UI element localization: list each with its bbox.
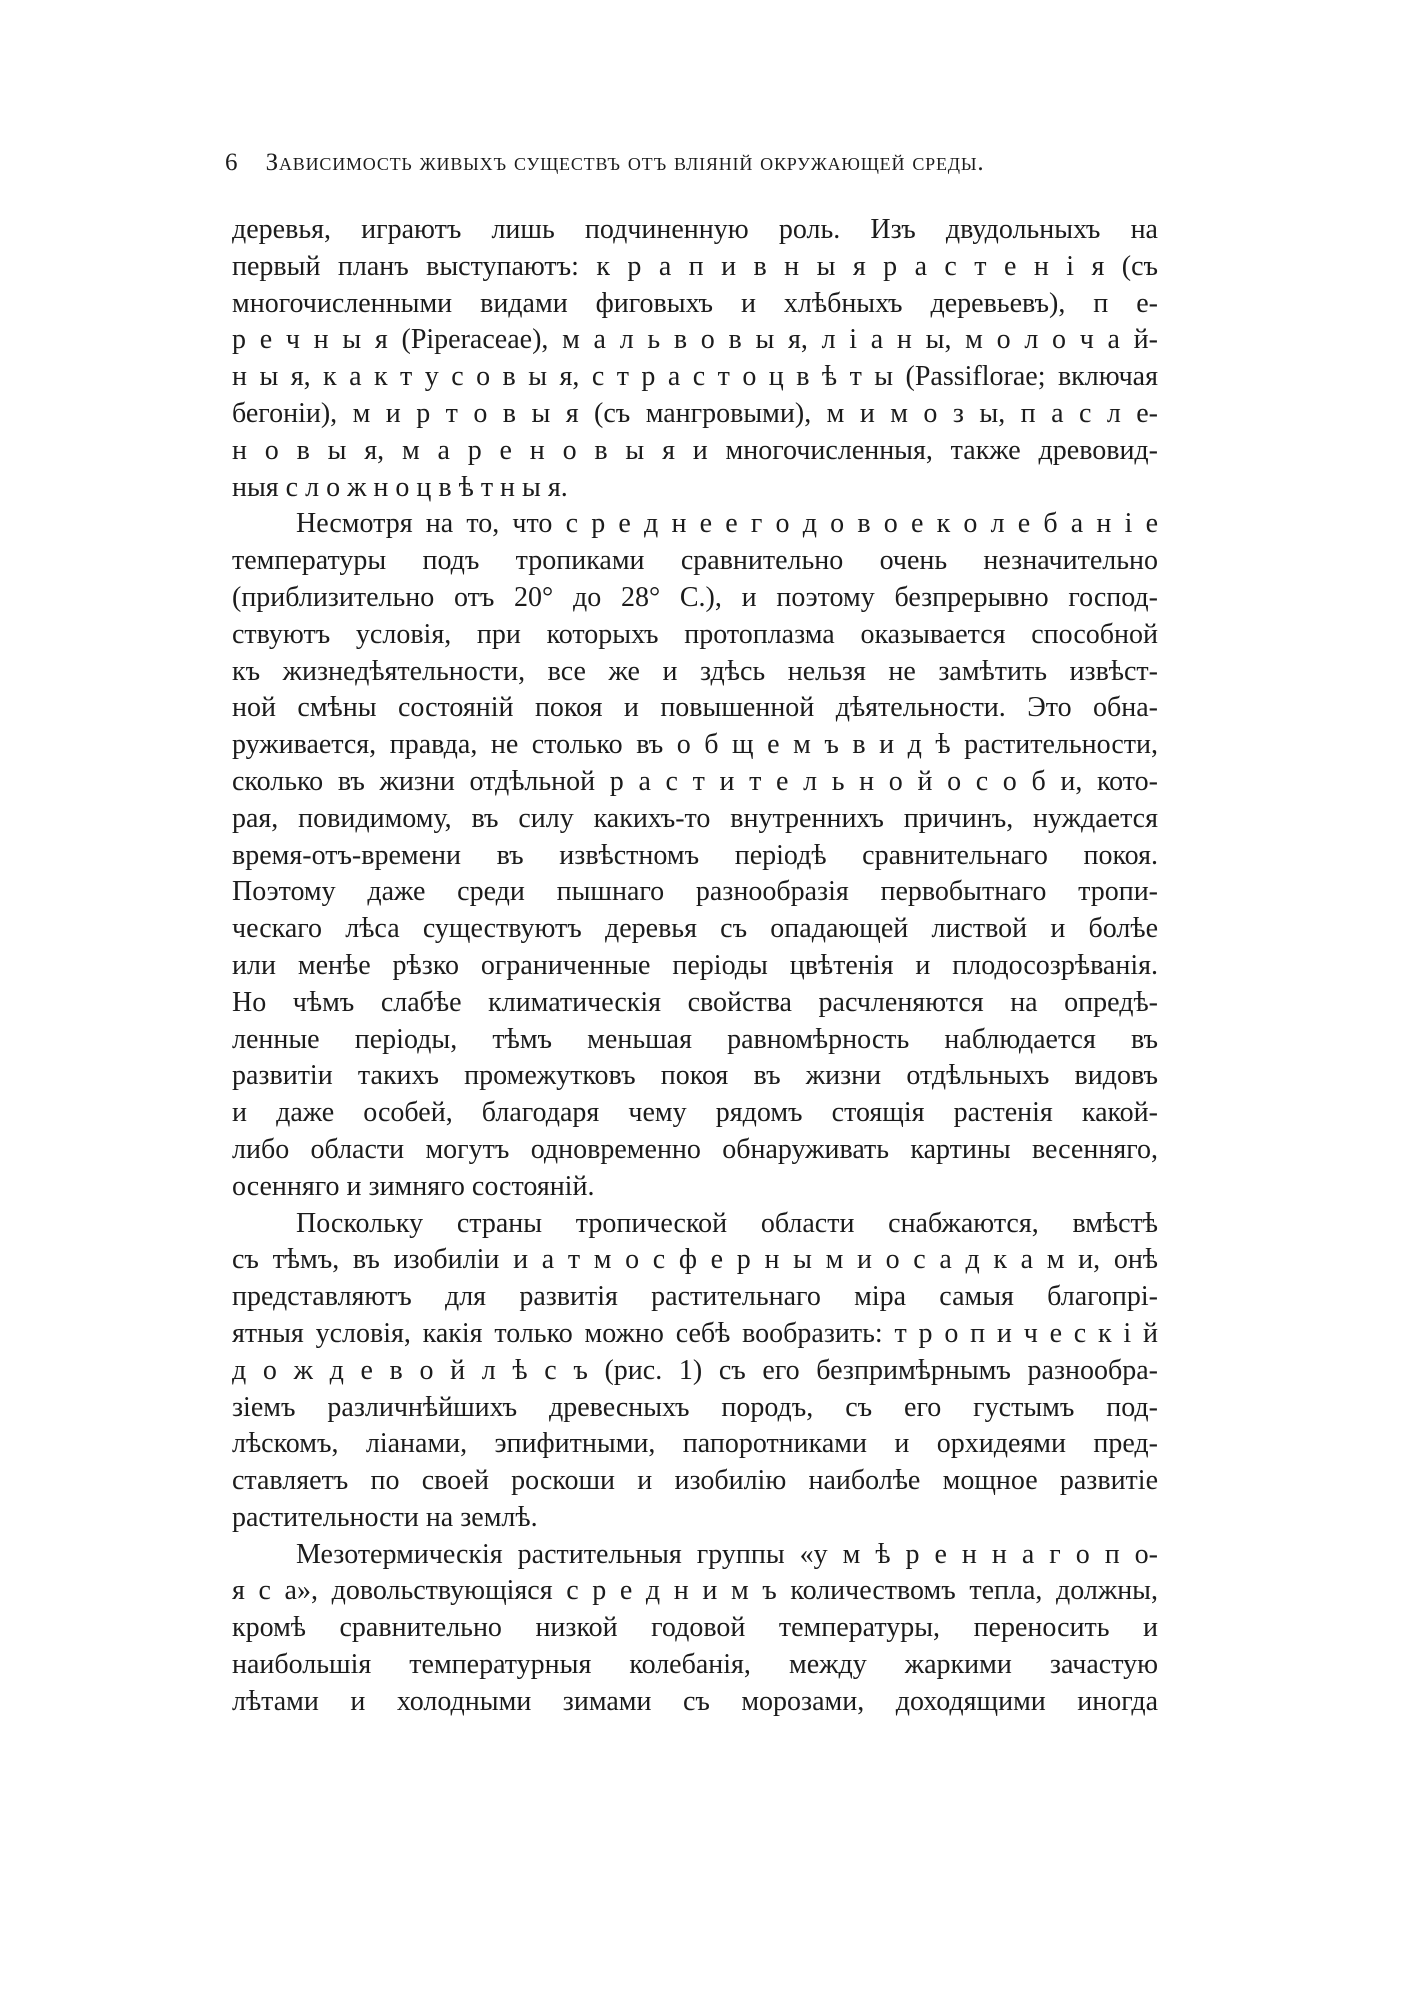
text-line: я с а», довольствующіяся с р е д н и м ъ количествомъ тепла, должны, [232,1575,1158,1607]
text-line: Но чѣмъ слабѣе климатическія свойства расчленяются на опредѣ- [232,986,1158,1018]
text-line: Поэтому даже среди пышнаго разнообразія первобытнаго тропи- [232,876,1158,908]
text-line: ятныя условія, какія только можно себѣ вообразить: т р о п и ч е с к і й [232,1317,1158,1349]
text-line: многочисленными видами фиговыхъ и хлѣбныхъ деревьевъ), п е- [232,287,1158,319]
text-line: н о в ы я, м а р е н о в ы я и многочисленныя, также древовид- [232,434,1158,466]
text-line: Поскольку страны тропической области снабжаются, вмѣстѣ [296,1207,1158,1239]
text-line: осенняго и зимняго состояній. [232,1170,595,1202]
text-line: либо области могутъ одновременно обнаруживать картины весенняго, [232,1133,1158,1165]
text-line: или менѣе рѣзко ограниченные періоды цвѣтенія и плодосозрѣванія. [232,949,1158,981]
text-line: съ тѣмъ, въ изобиліи и а т м о с ф е р н ы м и о с а д к а м и, онѣ [232,1244,1158,1276]
text-line: наибольшія температурныя колебанія, между жаркими зачастую [232,1649,1158,1681]
text-line: д о ж д е в о й л ѣ с ъ (рис. 1) съ его безпримѣрнымъ разнообра- [232,1354,1158,1386]
text-line: зіемъ различнѣйшихъ древесныхъ породъ, съ его густымъ под- [232,1391,1158,1423]
running-title: Зависимость живыхъ существъ отъ влiянiй окружающей среды. [265,149,985,176]
text-line: Несмотря на то, что с р е д н е е г о д о в о е к о л е б а н і е [296,508,1158,540]
text-line: руживается, правда, не столько въ о б щ е м ъ в и д ѣ растительности, [232,729,1158,761]
text-line: бегоніи), м и р т о в ы я (съ мангровыми), м и м о з ы, п а с л е- [232,397,1158,429]
text-line: лѣтами и холодными зимами съ морозами, доходящими иногда [232,1685,1158,1717]
text-line: температуры подъ тропиками сравнительно очень незначительно [232,545,1158,577]
body-text [232,212,1158,1721]
text-line: ствуютъ условія, при которыхъ протоплазма оказывается способной [232,618,1158,650]
text-line: представляютъ для развитія растительнаго міра самыя благопрі- [232,1281,1158,1313]
page-number: 6 [225,149,238,176]
text-line: время-отъ-времени въ извѣстномъ періодѣ сравнительнаго покоя. [232,839,1158,871]
text-line: кромѣ сравнительно низкой годовой температуры, переносить и [232,1612,1158,1644]
text-line: и даже особей, благодаря чему рядомъ стоящія растенія какой- [232,1097,1158,1129]
text-line: развитіи такихъ промежутковъ покоя въ жизни отдѣльныхъ видовъ [232,1060,1158,1092]
text-line: къ жизнедѣятельности, все же и здѣсь нельзя не замѣтить извѣст- [232,655,1158,687]
text-line: сколько въ жизни отдѣльной р а с т и т е л ь н о й о с о б и, кото- [232,765,1158,797]
text-line: деревья, играютъ лишь подчиненную роль. Изъ двудольныхъ на [232,214,1158,245]
text-line: (приблизительно отъ 20° до 28° С.), и поэтому безпрерывно господ- [232,581,1158,613]
text-line: Мезотермическія растительныя группы «у м ѣ р е н н а г о п о- [296,1538,1158,1570]
text-line: ной смѣны состояній покоя и повышенной дѣятельности. Это обна- [232,692,1158,724]
text-line: растительности на землѣ. [232,1501,538,1533]
text-line: ставляетъ по своей роскоши и изобилію наиболѣе мощное развитіе [232,1465,1158,1497]
text-line: р е ч н ы я (Piperaceae), м а л ь в о в ы я, л і а н ы, м о л о ч а й- [232,324,1158,356]
text-line: ныя с л о ж н о ц в ѣ т н ы я. [232,471,568,503]
text-line: ческаго лѣса существуютъ деревья съ опадающей листвой и болѣе [232,913,1158,945]
running-head [225,145,1155,181]
text-line: ленные періоды, тѣмъ меньшая равномѣрность наблюдается въ [232,1023,1158,1055]
text-line: первый планъ выступаютъ: к р а п и в н ы я р а с т е н і я (съ [232,250,1158,282]
text-line: н ы я, к а к т у с о в ы я, с т р а с т о ц в ѣ т ы (Passiflorae; включая [232,361,1158,393]
text-line: рая, повидимому, въ силу какихъ-то внутреннихъ причинъ, нуждается [232,802,1158,834]
text-line: лѣскомъ, ліанами, эпифитными, папоротниками и орхидеями пред- [232,1428,1158,1460]
